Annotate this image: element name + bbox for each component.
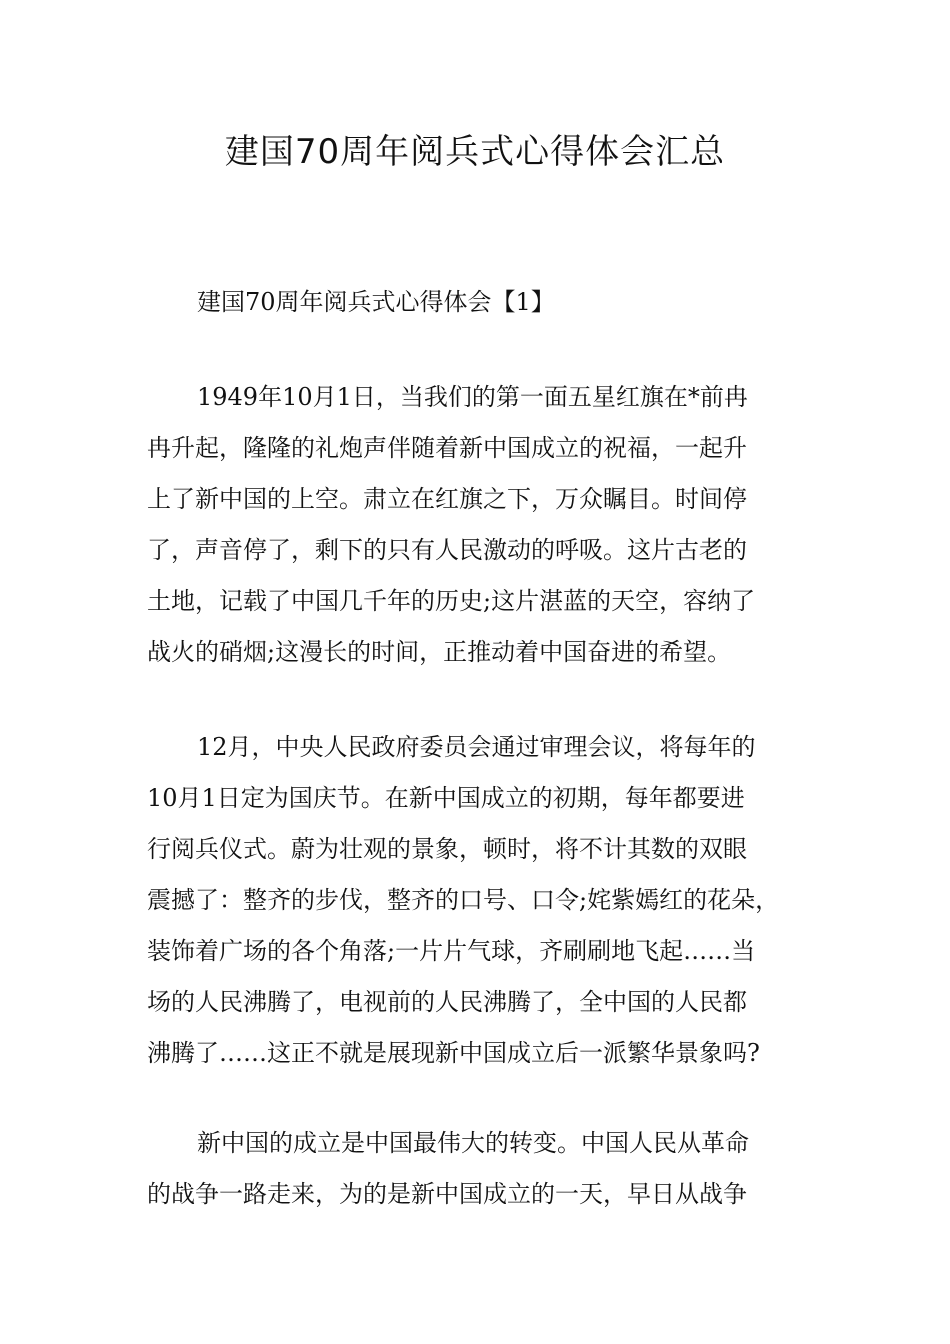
paragraph-2 (147, 722, 812, 1079)
paragraph-line: 上了新中国的上空。肃立在红旗之下，万众瞩目。时间停 (147, 485, 747, 513)
paragraph-line: 1949年10月1日，当我们的第一面五星红旗在*前冉 (197, 383, 748, 411)
paragraph-line: 场的人民沸腾了，电视前的人民沸腾了，全中国的人民都 (147, 988, 747, 1016)
paragraph-line: 12月，中央人民政府委员会通过审理会议，将每年的 (197, 733, 756, 761)
paragraph-line: 10月1日定为国庆节。在新中国成立的初期，每年都要进 (147, 784, 745, 812)
paragraph-line: 震撼了：整齐的步伐，整齐的口号、口令;姹紫嫣红的花朵， (147, 886, 780, 914)
paragraph-1 (147, 372, 812, 678)
paragraph-line: 行阅兵仪式。蔚为壮观的景象，顿时，将不计其数的双眼 (147, 835, 747, 863)
paragraph-line: 战火的硝烟;这漫长的时间，正推动着中国奋进的希望。 (147, 638, 732, 666)
paragraph-line: 的战争一路走来，为的是新中国成立的一天，早日从战争 (147, 1180, 747, 1208)
paragraph-line: 了，声音停了，剩下的只有人民激动的呼吸。这片古老的 (147, 536, 747, 564)
paragraph-line: 装饰着广场的各个角落;一片片气球，齐刷刷地飞起……当 (147, 937, 756, 965)
paragraph-line: 新中国的成立是中国最伟大的转变。中国人民从革命 (197, 1129, 749, 1157)
paragraph-line: 沸腾了……这正不就是展现新中国成立后一派繁华景象吗? (147, 1039, 760, 1067)
paragraph-line: 冉升起，隆隆的礼炮声伴随着新中国成立的祝福，一起升 (147, 434, 747, 462)
paragraph-3 (147, 1118, 812, 1220)
paragraph-line: 土地，记载了中国几千年的历史;这片湛蓝的天空，容纳了 (147, 587, 756, 615)
section-heading: 建国70周年阅兵式心得体会【1】 (197, 288, 555, 316)
document-title: 建国70周年阅兵式心得体会汇总 (224, 132, 726, 172)
